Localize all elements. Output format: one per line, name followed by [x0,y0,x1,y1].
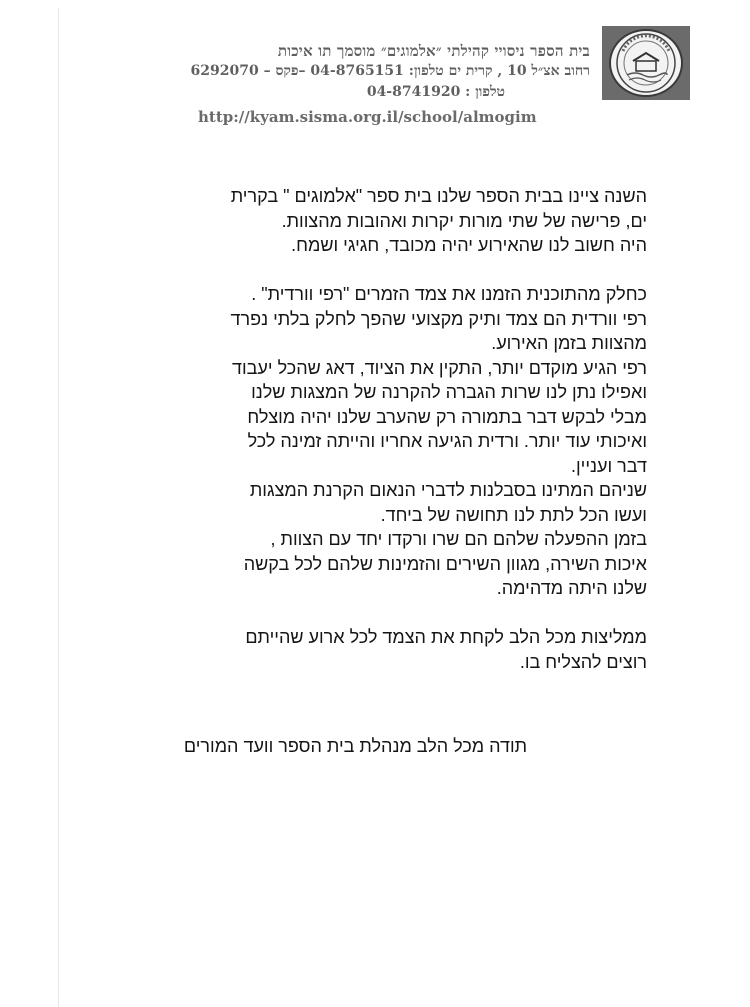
letter-line: כחלק מהתוכנית הזמנו את צמד הזמרים "רפי וורדית" . [251,284,647,304]
letter-line: רפי הגיע מוקדם יותר, התקין את הציוד, דאג שהכל יעבוד [232,357,647,378]
letter-line: ממליצות מכל הלב לקחת את הצמד לכל ארוע שהייתם [245,627,647,647]
letter-line: רוצים להצליח בו. [519,651,647,672]
letter-line: ואיכותי עוד יותר. ורדית הגיעה אחריו והייתה זמינה לכל [247,431,647,451]
letter-line: שלנו היתה מדהימה. [496,578,647,598]
school-website: http://kyam.sisma.org.il/school/almogim [198,108,537,126]
letter-line: רפי וורדית הם צמד ותיק מקצועי שהפך לחלק בלתי נפרד [230,308,647,329]
letter-line: השנה ציינו בבית הספר שלנו בית ספר "אלמוגים " בקרית [230,186,647,206]
school-seal-icon [609,29,683,97]
school-address: רחוב אצ״ל 10 , קרית ים טלפון: 04-8765151 –פקס – 6292070 [190,63,590,79]
letter-sign-off: תודה מכל הלב מנהלת בית הספר וועד המורים [183,736,528,756]
page-edge-shadow [58,8,59,1007]
letter-line: ים, פרישה של שתי מורות יקרות ואהובות מהצוות. [281,210,647,231]
letter-blank-line [112,601,647,626]
letter-body [112,184,647,674]
letter-line: דבר ועניין. [570,455,647,476]
letterhead [80,38,690,138]
school-phone: טלפון : 04-8741920 [366,84,505,100]
letter-blank-line [112,258,647,283]
letter-line: היה חשוב לנו שהאירוע יהיה מכובד, חגיגי ושמח. [291,235,647,255]
letter-line: איכות השירה, מגוון השירים והזמינות שלהם לכל בקשה [243,553,647,574]
letter-line: מבלי לבקש דבר בתמורה רק שהערב שלנו יהיה מוצלח [247,406,647,427]
letter-line: ואפילו נתן לנו שרות הגברה להקרנה של המצגות שלנו [251,382,647,402]
school-name: בית הספר ניסויי קהילתי ״אלמוגים״ מוסמך תו איכות [277,42,590,60]
school-logo [602,26,690,100]
letter-line: ועשו הכל לתת לנו תחושה של ביחד. [380,504,647,525]
letter-line: מהצוות בזמן האירוע. [491,333,647,353]
letter-line: שניהם המתינו בסבלנות לדברי הנאום הקרנת המצגות [249,480,647,500]
letter-line: בזמן ההפעלה שלהם הם שרו ורקדו יחד עם הצוות , [270,529,647,549]
